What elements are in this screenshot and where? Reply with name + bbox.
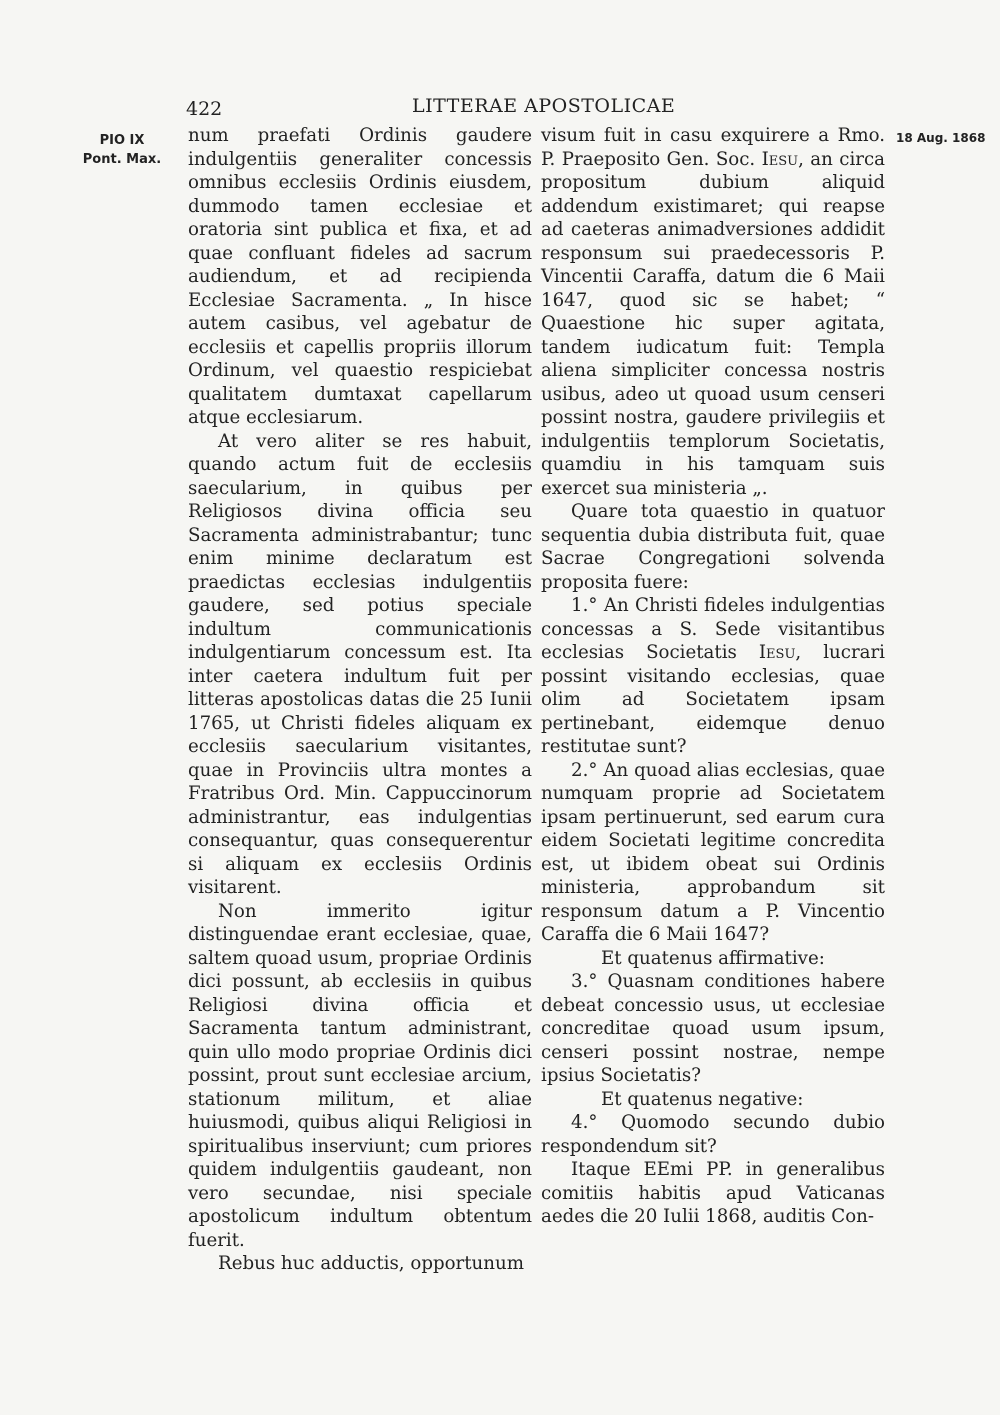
- paragraph: Rebus huc adductis, opportunum: [218, 1253, 524, 1274]
- paragraph: [541, 124, 885, 500]
- conditional-negative: Et quatenus negative:: [601, 1088, 804, 1110]
- small-caps-name: Iesu: [761, 148, 799, 170]
- question-2: 2.° An quoad alias ecclesias, quae numquam proprie ad Societatem ipsam pertinuerunt, sed earum cura eidem Societati legitime concredita est, ut ibidem obeat sui Ordinis ministeria, approbandum sit responsum datum a P. Vincentio Caraffa die 6 Maii 1647?: [541, 759, 885, 945]
- page-number: 422: [186, 98, 223, 120]
- margin-note-pope-title: Pont. Max.: [82, 152, 162, 167]
- margin-note-pope: [72, 131, 172, 169]
- text-column-left: [188, 124, 532, 1276]
- small-caps-name: Iesu: [758, 642, 796, 663]
- text-run: visum fuit in casu exquirere a Rmo. P. Praeposito Gen. Soc.: [541, 125, 885, 170]
- margin-note-pope-name: PIO IX: [99, 133, 145, 148]
- conditional-affirmative: Et quatenus affirmative:: [601, 947, 825, 969]
- text-run: , an circa propositum dubium aliquid addendum existimaret; qui reapse ad caeteras animadversiones addidit responsum sui praedecessoris P. Vincentii Caraffa, datum die 6 Maii 1647, quod sic se habet; “ Quaestione hic super agitata, tandem iudicatum fuit: Templa aliena simpliciter concessa nostris usibus, adeo ut quoad usum censeri possint nostra, gaudere privilegiis et indulgentiis templorum Societatis, quamdiu in his tamquam suis exercet sua ministeria „.: [541, 148, 885, 499]
- question-3: 3.° Quasnam conditiones habere debeat concessio usus, ut ecclesiae concreditae quoad usum ipsum, censeri possint nostrae, nempe ipsius Societatis?: [541, 971, 885, 1086]
- text-column-right: [541, 124, 885, 1229]
- paragraph: Itaque EEmi PP. in generalibus comitiis habitis apud Vaticanas aedes die 20 Iulii 1868, auditis Con-: [541, 1159, 885, 1227]
- margin-note-date: 18 Aug. 1868: [896, 131, 986, 145]
- text-run: 1.° An Christi fideles indulgentias concessas a S. Sede visitantibus ecclesias Societatis: [541, 595, 885, 663]
- paragraph: Quare tota quaestio in quatuor sequentia dubia distributa fuit, quae Sacrae Congregationi solvenda proposita fuere:: [541, 501, 885, 593]
- paragraph: num praefati Ordinis gaudere indulgentiis generaliter concessis omnibus ecclesiis Ordinis eiusdem, dummodo tamen ecclesiae et oratoria sint publica et fixa, et ad quae confluant fideles ad sacrum audiendum, et ad recipienda Ecclesiae Sacramenta. „ In hisce autem casibus, vel agebatur de ecclesiis et capellis propriis illorum Ordinum, vel quaestio respiciebat qualitatem dumtaxat capellarum atque ecclesiarum.: [188, 125, 532, 428]
- paragraph: Non immerito igitur distinguendae erant ecclesiae, quae, saltem quoad usum, propriae Ordinis dici possunt, ab ecclesiis in quibus Religiosi divina officia et Sacramenta tantum administrant, quin ullo modo propriae Ordinis dici possint, prout sunt ecclesiae arcium, stationum militum, et aliae huiusmodi, quibus aliqui Religiosi in spiritualibus inserviunt; cum priores quidem indulgentiis gaudeant, non vero secundae, nisi speciale apostolicum indultum obtentum fuerit.: [188, 900, 532, 1251]
- paragraph: At vero aliter se res habuit, quando actum fuit de ecclesiis saecularium, in quibus per Religiosos divina officia seu Sacramenta administrabantur; tunc enim minime declaratum est praedictas ecclesias indulgentiis gaudere, sed potius speciale indultum communicationis indulgentiarum concessum est. Ita inter caetera indultum fuit per litteras apostolicas datas die 25 Iunii 1765, ut Christi fideles aliquam ex ecclesiis saecularium visitantes, quae in Provinciis ultra montes a Fratribus Ord. Min. Cappuccinorum administrantur, eas indulgentias consequantur, quas consequerentur si aliquam ex ecclesiis Ordinis visitarent.: [188, 430, 532, 898]
- text-run: , lucrari possint visitando ecclesias, quae olim ad Societatem ipsam pertinebant, eidemque denuo restitutae sunt?: [541, 642, 885, 757]
- question-4: 4.° Quomodo secundo dubio respondendum sit?: [541, 1112, 885, 1157]
- running-title: LITTERAE APOSTOLICAE: [412, 95, 676, 117]
- question-1: [541, 594, 885, 759]
